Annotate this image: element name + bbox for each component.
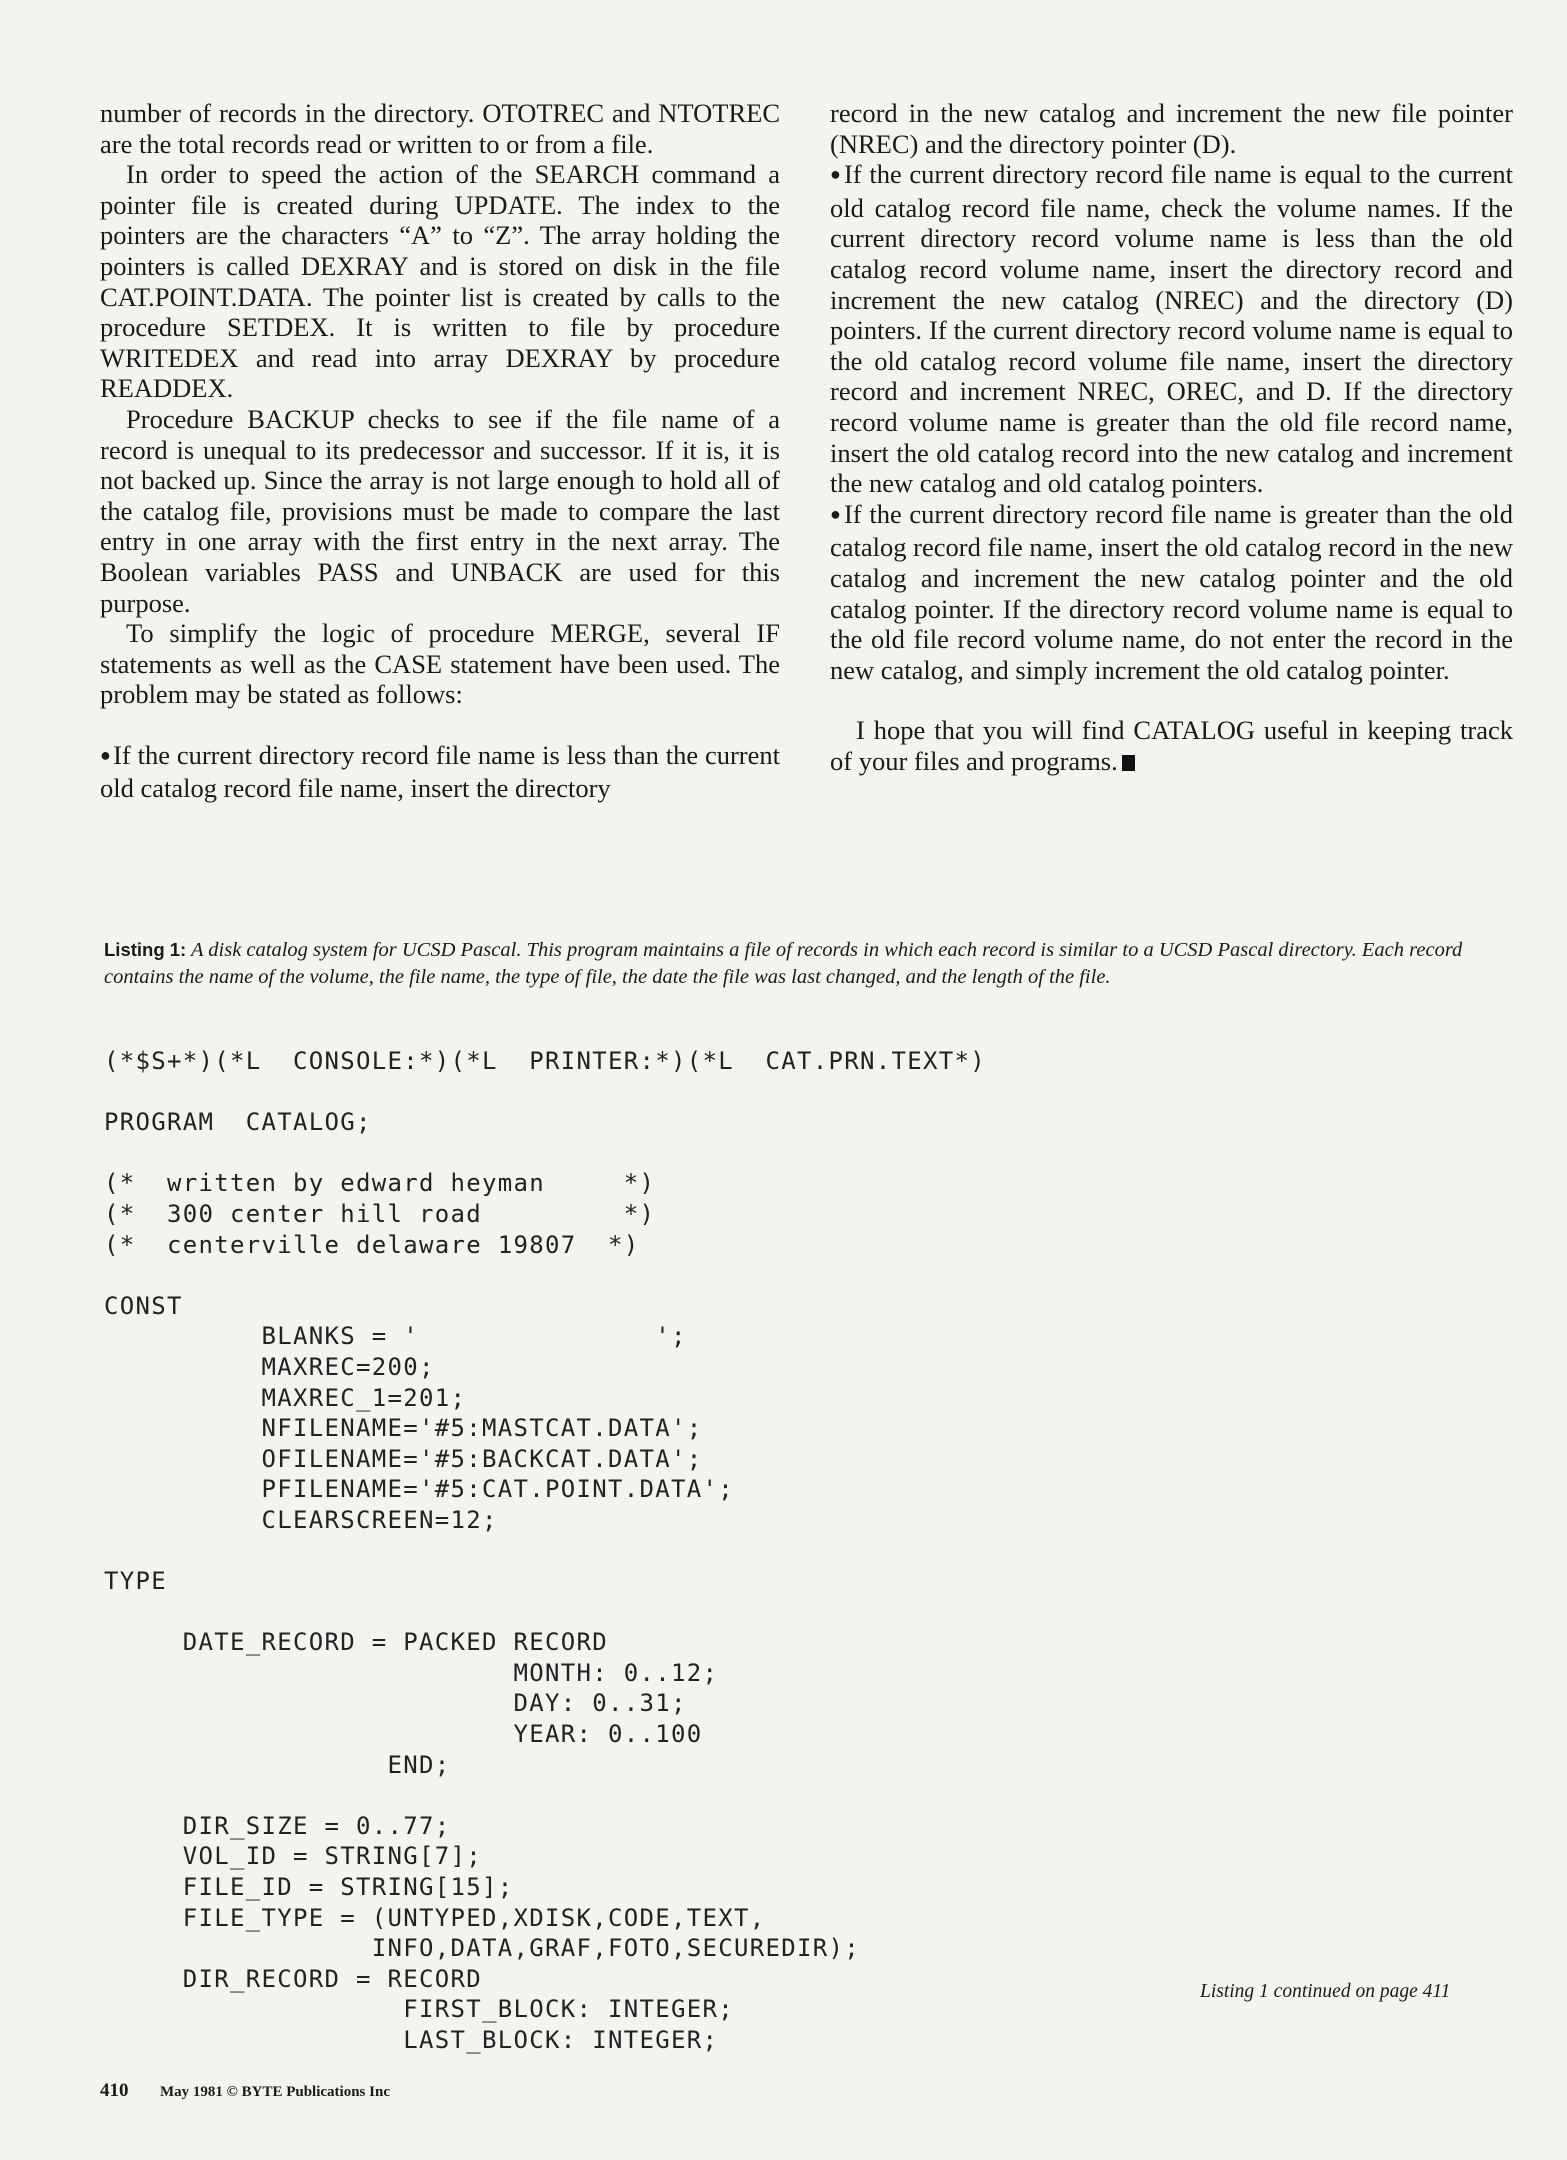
code-line: TYPE bbox=[104, 1567, 167, 1596]
code-line: NFILENAME='#5:MASTCAT.DATA'; bbox=[104, 1414, 703, 1443]
code-line: DIR_SIZE = 0..77; bbox=[104, 1811, 451, 1840]
code-line: PFILENAME='#5:CAT.POINT.DATA'; bbox=[104, 1475, 734, 1504]
paragraph-text: number of records in the directory. OTOTREC and NTOTREC are the total records read or written to or from a file. bbox=[100, 98, 780, 159]
code-line: (* written by edward heyman *) bbox=[104, 1169, 656, 1198]
code-line: FILE_ID = STRING[15]; bbox=[104, 1873, 514, 1902]
paragraph-text: If the current directory record file name is greater than the old catalog record file name, insert the old catalog record in the new catalog and increment the new catalog pointer and the old catalog pointer. If the directory record volume name is equal to the old file record volume name, do not enter the record in the new catalog, and simply increment the old catalog pointer. bbox=[830, 498, 1513, 685]
code-line: LAST_BLOCK: INTEGER; bbox=[104, 2026, 719, 2054]
code-line: MAXREC_1=201; bbox=[104, 1383, 467, 1412]
paragraph-text: To simplify the logic of procedure MERGE, several IF statements as well as the CASE statement have been used. The problem may be stated as follows: bbox=[100, 618, 780, 710]
code-listing bbox=[104, 1046, 986, 2056]
code-line: MONTH: 0..12; bbox=[104, 1658, 719, 1687]
code-line: CLEARSCREEN=12; bbox=[104, 1505, 498, 1534]
paragraph-text: I hope that you will find CATALOG useful in keeping track of your files and programs. bbox=[830, 715, 1513, 776]
paragraph-text: If the current directory record file name is equal to the current old catalog record file name, check the volume names. If the current directory record volume name is less than the old catalog record volume name, insert the directory record and increment the new catalog (NREC) and the directory (D) pointers. If the current directory record volume name is equal to the old catalog record volume file name, insert the directory record and increment NREC, OREC, and D. If the directory record volume name is greater than the old file record name, insert the old catalog record into the new catalog and increment the new catalog and old catalog pointers. bbox=[830, 159, 1513, 499]
right-paragraph bbox=[830, 98, 1513, 159]
left-paragraph bbox=[100, 740, 780, 804]
article-right-column bbox=[830, 98, 1513, 776]
paragraph-text: If the current directory record file name is less than the current old catalog record file name, insert the directory bbox=[100, 739, 781, 804]
code-line: DATE_RECORD = PACKED RECORD bbox=[104, 1628, 608, 1657]
code-line: VOL_ID = STRING[7]; bbox=[104, 1842, 482, 1871]
listing-caption bbox=[104, 937, 1516, 990]
right-paragraph bbox=[830, 715, 1513, 776]
code-line: FIRST_BLOCK: INTEGER; bbox=[104, 1995, 734, 2024]
code-line: MAXREC=200; bbox=[104, 1352, 435, 1381]
code-line: PROGRAM CATALOG; bbox=[104, 1108, 372, 1137]
caption-lead: Listing 1: bbox=[104, 939, 187, 960]
paragraph-text: Procedure BACKUP checks to see if the file name of a record is unequal to its predecessor and successor. If it is, it is not backed up. Since the array is not large enough to hold all of the catalog file, provisions must be made to compare the last entry in one array with the first entry in the next array. The Boolean variables PASS and UNBACK are used for this purpose. bbox=[100, 403, 780, 618]
code-line: (* 300 center hill road *) bbox=[104, 1199, 656, 1228]
caption-text: A disk catalog system for UCSD Pascal. This program maintains a file of records in which each record is similar to a UCSD Pascal directory. Each record contains the name of the volume, the file name, the type of file, the date the file was last changed, and the length of the file. bbox=[104, 939, 1463, 988]
article-left-column bbox=[100, 98, 780, 804]
right-paragraph bbox=[830, 499, 1513, 686]
code-line: OFILENAME='#5:BACKCAT.DATA'; bbox=[104, 1444, 703, 1473]
code-line: DIR_RECORD = RECORD bbox=[104, 1964, 482, 1993]
code-line: YEAR: 0..100 bbox=[104, 1720, 703, 1749]
code-line: INFO,DATA,GRAF,FOTO,SECUREDIR); bbox=[104, 1934, 860, 1963]
footer-text: May 1981 © BYTE Publications Inc bbox=[160, 2084, 390, 2100]
paragraph-text: In order to speed the action of the SEARCH command a pointer file is created during UPDATE. The index to the pointers are the characters “A” to “Z”. The array holding the pointers is called DEXRAY and is stored on disk in the file CAT.POINT.DATA. The pointer list is created by calls to the procedure SETDEX. It is written to file by procedure WRITEDEX and read into array DEXRAY by procedure READDEX. bbox=[100, 159, 780, 404]
paragraph-text: record in the new catalog and increment the new file pointer (NREC) and the directory pointer (D). bbox=[830, 98, 1513, 159]
continuation-note: Listing 1 continued on page 411 bbox=[1200, 1981, 1451, 2002]
left-paragraph bbox=[100, 618, 780, 710]
page-number: 410 bbox=[100, 2080, 129, 2101]
code-line: BLANKS = ' '; bbox=[104, 1322, 687, 1351]
left-paragraph bbox=[100, 159, 780, 404]
end-of-article-mark bbox=[1122, 755, 1135, 771]
code-line: (*$S+*)(*L CONSOLE:*)(*L PRINTER:*)(*L CAT.PRN.TEXT*) bbox=[104, 1047, 986, 1075]
left-paragraph bbox=[100, 98, 780, 159]
code-line: (* centerville delaware 19807 *) bbox=[104, 1230, 640, 1259]
code-line: END; bbox=[104, 1750, 451, 1779]
right-paragraph bbox=[830, 159, 1513, 499]
left-paragraph bbox=[100, 404, 780, 618]
code-line: FILE_TYPE = (UNTYPED,XDISK,CODE,TEXT, bbox=[104, 1903, 766, 1932]
code-line: DAY: 0..31; bbox=[104, 1689, 687, 1718]
code-line: CONST bbox=[104, 1291, 183, 1320]
